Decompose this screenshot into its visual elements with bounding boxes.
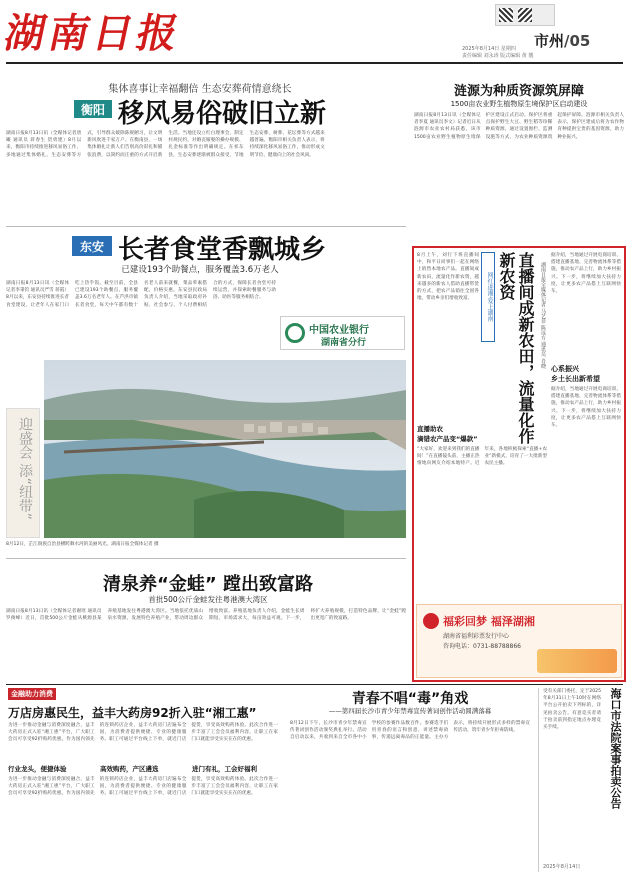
vertical-promo-text: 迎盛会 添“纽带” [17, 417, 33, 520]
bottom-left-badge: 金融助力消费 [8, 688, 56, 700]
edition-info [462, 46, 542, 60]
featured-subhead-4: 乡土长出新希望 [551, 375, 600, 383]
featured-body-2: “大家好，欢迎来到我们的直播间！”在直播镜头前，主播正热情地向网友介绍本地特产。近年来，各地积极探索“直播+农业”新模式，培育了一大批新型农民主播。 [417, 447, 547, 467]
article1-kicker: 集体喜事让幸福翻倍 生态安葬荷情意绕长 [108, 84, 292, 95]
featured-subhead-1: 直播助农 [417, 425, 443, 433]
article2-headline[interactable]: 长者食堂香飘城乡 [118, 235, 327, 265]
article3-body: 湖南日报8月13日讯（全媒体记者谢瑶 通讯员罗俊峰）近日，首批500公斤金蛙从桃源县某养殖基地发往粤港澳大湾区。当地依托优质山泉水资源，发展特色养殖产业，带动周边群众增收致富。养殖基地负责人介绍，金蛙生长周期短、市场需求大，每亩效益可观。下一步，将扩大养殖规模，打造特色品牌，让“金蛙”蹚出更宽广的致富路。 [6, 609, 406, 622]
lottery-hotline: 咨询电话：0731-88788866 [443, 643, 521, 650]
qr-code-icon [518, 8, 532, 22]
qr-code-icon [499, 8, 513, 22]
lottery-sub: 湖南省福利彩票发行中心 [443, 633, 510, 640]
featured-headline[interactable]: 直播间成新农田，流量化作新农资 [497, 252, 535, 444]
bottom-left-sub2: 高效购药，产区遴选 [100, 765, 159, 773]
edition-editors: 责任编辑 刘永涛 版式编辑 黄 靓 [462, 53, 534, 59]
bottom-left-sub3: 进门有礼，工会好福利 [192, 765, 257, 773]
bottom-middle-deck: ——第四届长沙市青少年禁毒宣传著词创作活动圆满落幕 [328, 707, 492, 715]
bottom-right-notice [538, 688, 624, 872]
masthead-title: 湖南日报 [0, 10, 187, 57]
featured-body-4: 据介绍，当地通过开展电商培训、搭建直播基地、完善物流体系等措施，推动农产品上行，助力乡村振兴。下一步，将继续加大扶持力度，让更多农产品搭上互联网快车。 [551, 387, 621, 429]
article2-deck: 已建设193个助餐点，服务覆盖3.6万老人 [121, 265, 279, 275]
lottery-banner [537, 649, 617, 673]
bottom-right-body: 受有关部门委托，定于2025年8月31日上午10时在网络平台公开拍卖下列标的，详见拍卖公告。有意竞买者请于拍卖前到指定地点办理竞买手续。 [543, 689, 601, 731]
article3-deck: 首批500公斤金蛙发往粤港澳大湾区 [148, 595, 268, 604]
masthead-rule [6, 62, 623, 64]
sidebar-top-body: 湖南日报8月13日讯（全媒体记者李夏 通讯员李文）记者近日从涟源市农业农村局获悉，该市1500亩农业野生植物原生境保护区建设正式启动。保护区将重点保护野生大豆、野生稻等珍稀种质资源，通过设置围栏、监测设施等方式，为农业种质资源筑起保护屏障。涟源市相关负责人表示，保护区建成后将为农作物育种提供宝贵的基因资源，助力种业振兴。 [414, 113, 624, 140]
article3-headline[interactable]: 清泉养“金蛙” 蹚出致富路 [103, 574, 313, 595]
photo-caption: 8月12日，芷江侗族自治县横跨舞水河的美丽风光。湖南日报全媒体记者 摄 [6, 542, 159, 547]
section-header [534, 30, 624, 60]
article2-body: 湖南日报8月13日讯（全媒体记者李秉钧 通讯员严雪 蒋霞）8月以来，东安县持续推进长者食堂建设，让老年人在家门口吃上热乎饭。截至目前，全县已建设193个助餐点，服务覆盖3.6万名老年人。在芦洪市镇长者食堂，每天中午都有数十名老人前来就餐，菜品荤素搭配，价格实惠。东安县民政局负责人介绍，当地采取政府补贴、社会参与、个人付费相结合的方式，保障长者食堂可持续运营，并探索助餐服务与助浴、助医等服务相结合。 [6, 281, 276, 308]
sidebar-top-headline[interactable]: 涟源为种质资源筑屏障 [453, 84, 584, 99]
bottom-left-body-2: 为进一步推动金融与消费深度融合，益丰大药房正式入驻“湘工惠”平台，广大职工会员可享受92折购药优惠。作为国内领先的连锁药店企业，益丰大药房门店遍布全国，为消费者提供便捷、专业的健康服务。职工可通过平台线上下单，就近门店提货，享受高效购药体验。此次合作进一步丰富了工会会员福利内容，让职工在家门口就能享受实实在在的优惠。 [8, 777, 278, 797]
divider [6, 226, 406, 227]
bank-branch: 湖南省分行 [321, 338, 367, 348]
edition-date: 2025年8月14日 星期四 [462, 46, 516, 52]
bottom-middle-body: 8月12日下午，长沙市青少年禁毒宣传著词创作活动颁奖典礼举行。活动自启动以来，共收到来自全市各中小学校的参赛作品数百件。参赛选手们用青春的语言和创意，讲述禁毒故事，传递远离毒品的正能量。主办方表示，将持续开展形式多样的禁毒宣传活动，筑牢青少年拒毒防线。 [290, 721, 530, 741]
news-photo [44, 360, 406, 538]
lottery-ad[interactable] [416, 604, 622, 678]
featured-body-1: 8月上午，刘行下班直播间中，和平日同事们一起在网络上销售本地农产品。直播间成新农田，流量化作新农资，越来越多的新农人借助直播带货的方式，把农产品销往全国各地，带动乡亲们增收致富。 [417, 253, 479, 302]
bottom-middle-headline[interactable]: 青春不唱“毒”角戏 [351, 691, 469, 707]
bottom-left-headline[interactable]: 万店房惠民生，益丰大药房92折入驻“湘工惠” [8, 706, 257, 720]
page-number: /05 [564, 32, 591, 50]
featured-subhead-3: 心系振兴 [551, 365, 579, 373]
article1-headline[interactable]: 移风易俗破旧立新 [118, 99, 327, 129]
article1-body: 湖南日报8月13日讯（全媒体记者唐曦 通讯员 蒋春生 贺勇建）8月以来，衡阳市持续推进移风易俗工作，多地通过集体婚礼、生态安葬等方式，引导群众破除陈规陋习，让文明新风吹进千家万户。在衡南县，一场集体婚礼让新人们告别高价彩礼和铺张浪费，以简约而庄重的方式开启新生活。当地还设立红白理事会，制定村规民约，对婚丧嫁娶的操办规模、礼金标准等作出明确规定。在祁东县，生态安葬逐渐被群众接受，节地生态安葬、树葬、花坛葬等方式越来越普遍。衡阳市相关负责人表示，将持续深化移风易俗工作，推动形成文明节俭、健康向上的社会风尚。 [6, 131, 325, 158]
bank-logo-icon [285, 323, 305, 343]
bottom-rule [6, 684, 623, 685]
river-town-photo [44, 360, 406, 538]
article1-region-tag: 衡阳 [74, 100, 112, 118]
featured-byline: 湖南日报全媒体记者 马艺菲 陈远方 通讯员 肖晓 [540, 262, 546, 369]
featured-badge: 网红进湘·爱上湖南 [481, 252, 495, 342]
bottom-right-headline[interactable]: 海口市法院案事拍卖公告 [609, 688, 622, 809]
lottery-title: 福彩回梦 福泽湖湘 [443, 615, 535, 628]
qr-code-area [495, 4, 555, 26]
section-name: 市州 [534, 32, 565, 50]
bottom-right-footer: 2025年8月14日 [543, 864, 581, 870]
bank-ad[interactable] [280, 316, 405, 350]
featured-subhead-2: 滴错农产品变“爆款” [417, 435, 478, 443]
bottom-left-body: 为进一步推动金融与消费深度融合，益丰大药房正式入驻“湘工惠”平台，广大职工会员可享受92折购药优惠。作为国内领先的连锁药店企业，益丰大药房门店遍布全国，为消费者提供便捷、专业的健康服务。职工可通过平台线上下单，就近门店提货，享受高效购药体验。此次合作进一步丰富了工会会员福利内容，让职工在家门口就能享受实实在在的优惠。 [8, 723, 278, 743]
sidebar-top-deck: 1500亩农业野生植物原生境保护区启动建设 [450, 100, 588, 108]
bottom-left-sub1: 行业龙头，便捷体验 [8, 765, 67, 773]
divider [6, 558, 406, 559]
vertical-promo [6, 408, 40, 538]
bank-name: 中国农业银行 [309, 325, 369, 336]
featured-body-3: 据介绍，当地通过开展电商培训、搭建直播基地、完善物流体系等措施，推动农产品上行，助力乡村振兴。下一步，将继续加大扶持力度，让更多农产品搭上互联网快车。 [551, 253, 621, 295]
lottery-logo-icon [423, 613, 439, 629]
article2-region-tag: 东安 [72, 236, 112, 256]
